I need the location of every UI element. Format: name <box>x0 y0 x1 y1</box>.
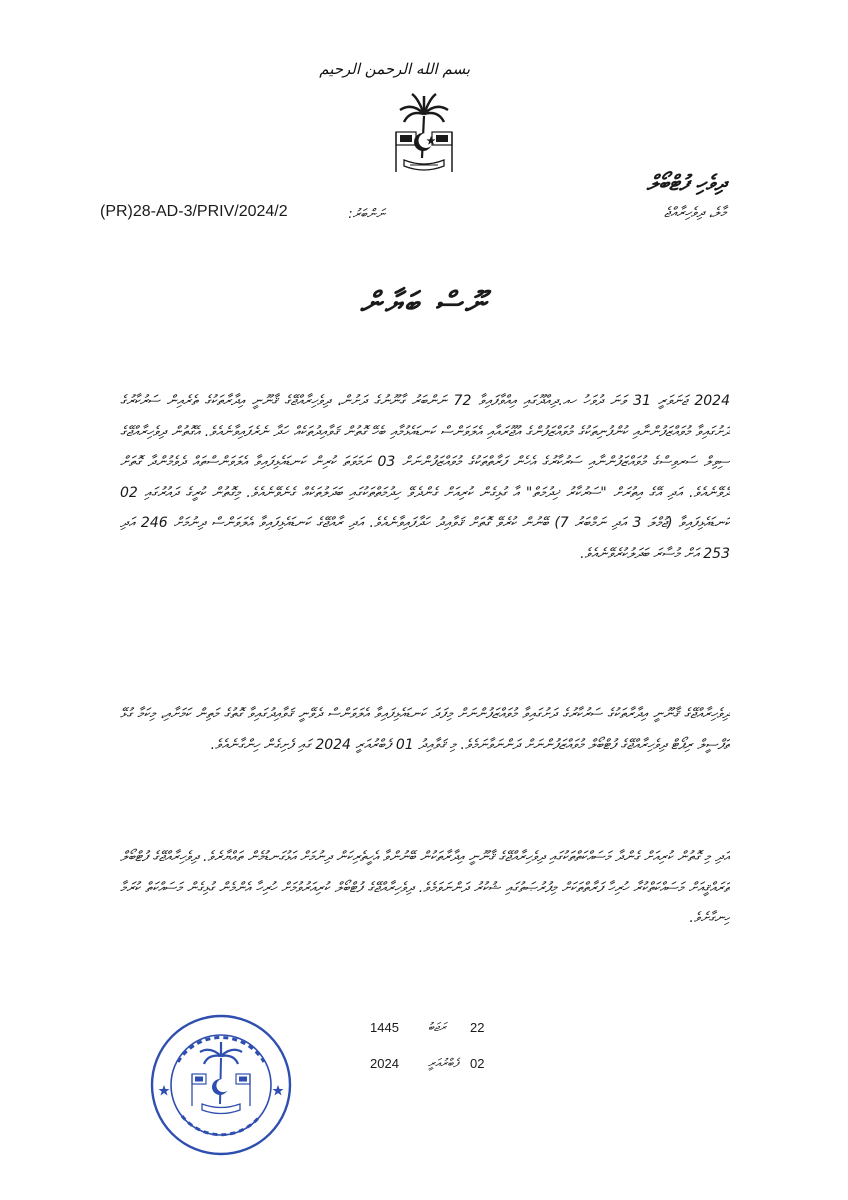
hijri-day: 22 <box>470 1020 485 1035</box>
document-title: ނޫސް ބަޔާން <box>359 286 489 321</box>
reference-number: (PR)28-AD-3/PRIV/2024/2 <box>100 203 288 220</box>
reference-label: ނަންބަރު: <box>348 207 385 222</box>
office-name: ދިވެހި ފުޓްބޯލް <box>646 170 726 195</box>
official-seal-icon <box>148 1012 294 1158</box>
gregorian-year: 2024 <box>370 1056 399 1071</box>
hijri-year: 1445 <box>370 1020 399 1035</box>
body-paragraph-3: އަދި މި ގޮތުން ކުރިއަށް ގެންދާ މަސައްކަތްތަކުގައި ދިވެހިރާއްޖޭގެ ޤާނޫނީ އިދާރާތަކުން ބޭނުންވާ އެހީތެރިކަން ދިނުމަށް އަޅުގަނޑުމެން ތައްޔާރެވެ. ދިވެހިރާއްޖޭގެ ފުޓްބޯލް ތަރައްޤީއަށް މަސައްކަތްކުރާ ހުރިހާ ފަރާތްތަކަށް މިފުރުޞަތުގައި ޝުކުރު ދަންނަވަމެވެ. ދިވެހިރާއްޖޭގެ ފުޓްބޯލް ކުރިއަރުވުމަށް ހުރިހާ އެންމެން ގުޅިގެން މަސައްކަތް ކުރަމާ ހިނގާށެވެ. <box>120 849 730 926</box>
bismillah-calligraphy: بسم الله الرحمن الرحيم <box>319 60 470 78</box>
body-paragraph-2: ދިވެހިރާއްޖޭގެ ޤާނޫނީ އިދާރާތަކުގެ ސަރުކާރުގެ ދަށުގައިވާ މުވައްޒަފުންނަށް މިފަދަ ކަނޑައެޅިފައިވާ އެލަވަންސް ދެވޭނީ ޤަވާއިދުގައިވާ ގޮތުގެ މަތިން ކަމަށާއި، މިކަމާ ގުޅޭ ތަފްސީލް ރިޕޯޓް ދިވެހިރާއްޖޭގެ ފުޓްބޯލް މުވައްޒަފުންނަށް ދަންނަވާނަމެވެ. މި ޤަވާއިދު 01 ފެބްރުއަރީ 2024 ގައި ފެށިގެން ހިންގާނެއެވެ. <box>120 706 730 753</box>
office-city: މާލެ، ދިވެހިރާއްޖެ <box>663 205 726 221</box>
gregorian-day: 02 <box>470 1056 485 1071</box>
state-emblem-icon <box>382 88 466 184</box>
body-paragraph-1: 2024 ޖަނަވަރީ 31 ވަނަ ދުވަހު ހއ.ދިއްދޫގައި އިއްވާފައިވާ 72 ނަންބަރު ގާނޫނުގެ ދަށުން، ދިވެހިރާއްޖޭގެ ޤާނޫނީ އިދާރާތަކުގެ ތެރެއިން ސަރުކާރުގެ ދަށުގައިވާ މުވައްޒަފުންނާއި ކުންފުނިތަކުގެ މުވައްޒަފުންގެ އުޖޫރައާއި އެލަވަންސް ކަނޑައެޅުމާއި ބެހޭ ގޮތުން ޤަވާއިދުތަކެއް ހަދާ ނެރެފައިވާނެއެވެ. އެގޮތުން ދިވެހިރާއްޖޭގެ ސިވިލް ސަރވިސްގެ މުވައްޒަފުންނާއި ސަރުކާރުގެ އެހެން ފަރާތްތަކުގެ މުވައްޒަފުންނަށް 03 ނަމަވަތަ ކުރިން ކަނޑައެޅިފައިވާ އެލަވަންސްތައް ދެވެމުންދާ ގޮތަށް ދެވޭނެއެވެ. އަދި އޭގެ އިތުރަށް "ސަރުކާރު ޚިދުމަތް" އާ ގުޅިގެން ކުރިއަށް ގެންދެވޭ ހިދުމަތްތަކުގައި ބަދަލުތަކެއް ގެނެވޭނެއެވެ. މިގޮތުން ކުރީގެ ދައުރުގައި 02 ކަނޑައެޅިފައިވާ (ޖުމްލަ 3 އަދި ނަމްބަރު 7) ބޭނުން ކުރެވޭ ގޮތަށް ޤަވާއިދު ހަދާފައިވާނެއެވެ. އަދި ރާއްޖޭގެ ކަނޑައެޅިފައިވާ އެލަވަންސް ދިނުމަށް 246 އަދި 253 އަށް މުސާރަ ބަދަލުކުރެވޭނެއެވެ. <box>120 393 730 562</box>
hijri-month: ރަޖަބު <box>428 1020 446 1034</box>
gregorian-month: ފެބްރުއަރީ <box>428 1056 459 1070</box>
